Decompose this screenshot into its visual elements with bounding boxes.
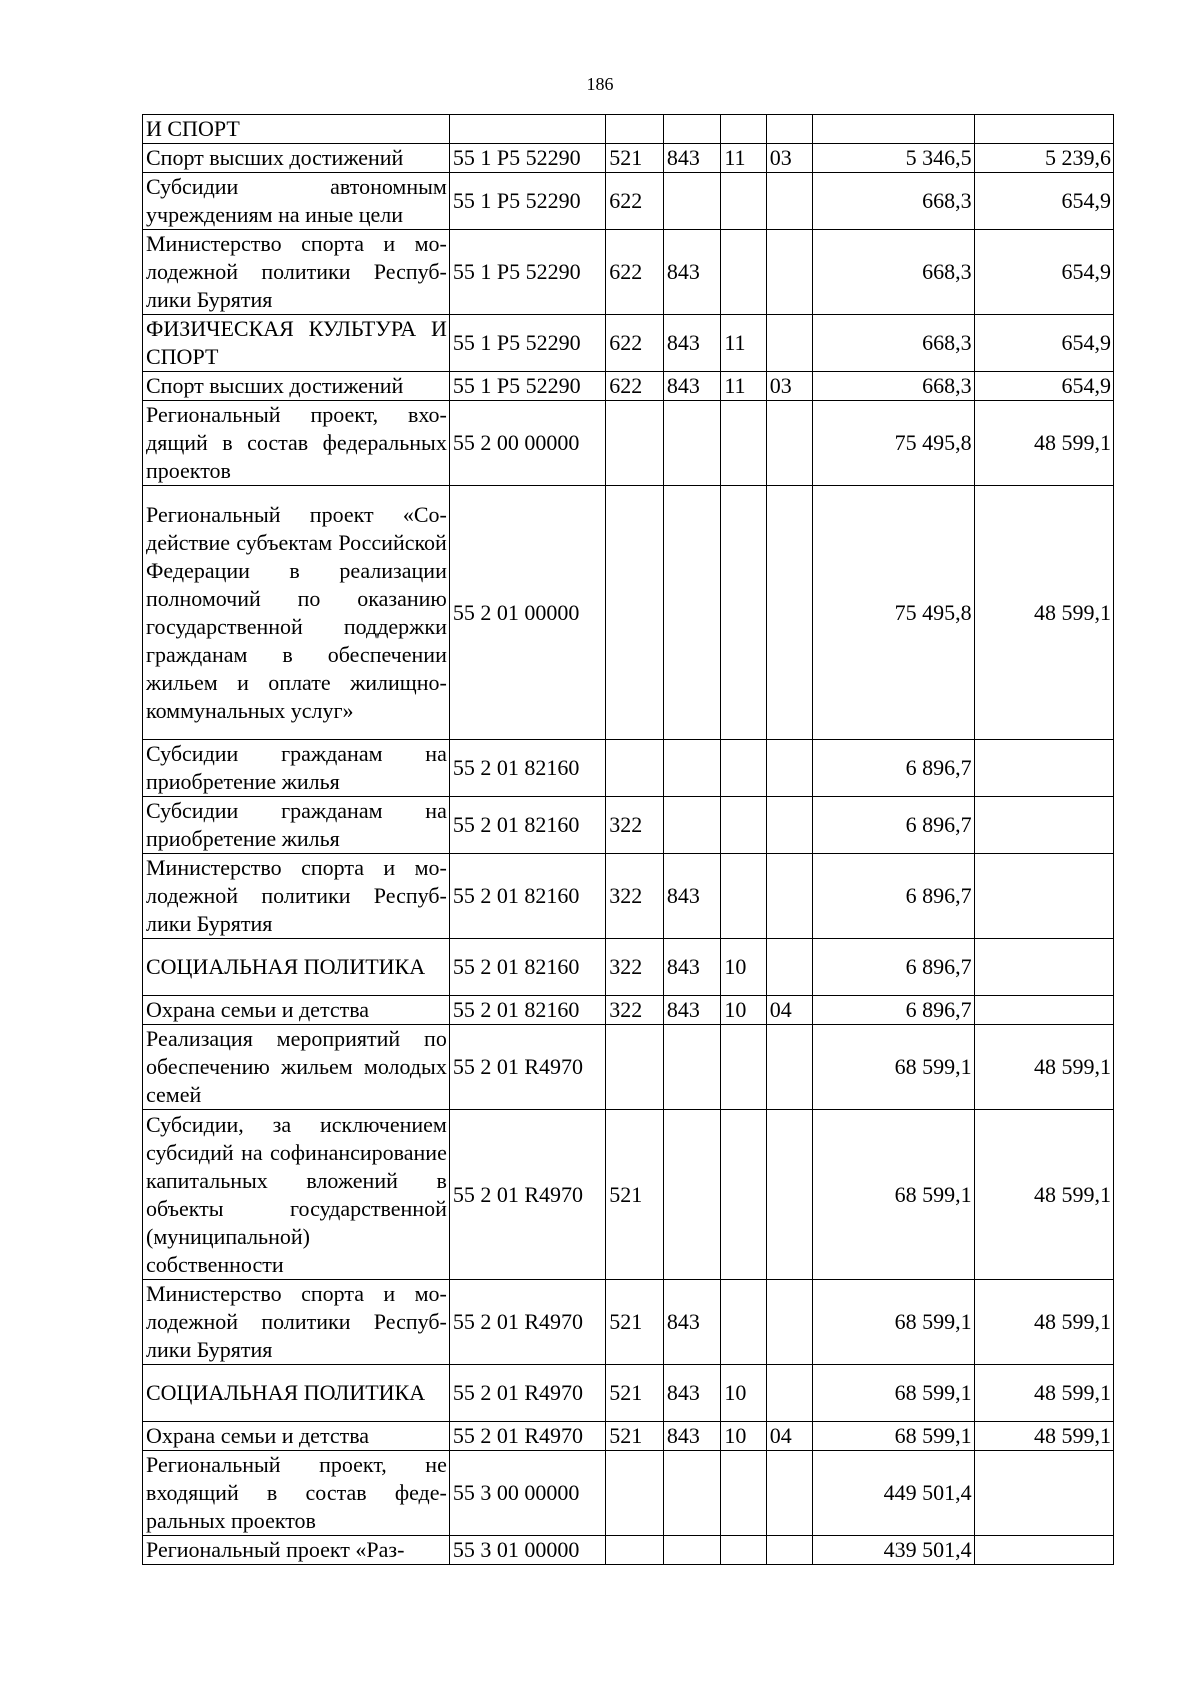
row-administrator-cell xyxy=(663,1536,721,1565)
row-section-cell xyxy=(721,740,766,797)
row-amount-1-cell: 6 896,7 xyxy=(813,939,974,996)
row-amount-2-cell: 654,9 xyxy=(974,173,1113,230)
row-expense-type-cell: 622 xyxy=(606,315,664,372)
row-administrator-cell: 843 xyxy=(663,1280,721,1365)
row-name-cell: Реализация мероприятий по обеспечению жильем молодых семей xyxy=(143,1025,450,1110)
row-expense-type-cell: 521 xyxy=(606,144,664,173)
row-amount-1-cell: 668,3 xyxy=(813,173,974,230)
row-administrator-cell xyxy=(663,797,721,854)
row-amount-1-cell: 439 501,4 xyxy=(813,1536,974,1565)
row-amount-2-cell: 48 599,1 xyxy=(974,1025,1113,1110)
row-section-cell xyxy=(721,797,766,854)
row-subsection-cell xyxy=(766,1451,812,1536)
row-name-cell: СОЦИАЛЬНАЯ ПОЛИТИКА xyxy=(143,1365,450,1422)
row-code-cell: 55 1 Р5 52290 xyxy=(449,173,605,230)
row-subsection-cell: 04 xyxy=(766,996,812,1025)
row-amount-2-cell: 48 599,1 xyxy=(974,401,1113,486)
row-section-cell xyxy=(721,230,766,315)
row-section-cell xyxy=(721,115,766,144)
row-amount-2-cell: 654,9 xyxy=(974,315,1113,372)
row-section-cell: 11 xyxy=(721,144,766,173)
row-amount-1-cell: 68 599,1 xyxy=(813,1280,974,1365)
row-administrator-cell xyxy=(663,1025,721,1110)
table-row xyxy=(143,740,1114,797)
row-subsection-cell xyxy=(766,1365,812,1422)
row-amount-2-cell: 48 599,1 xyxy=(974,1365,1113,1422)
row-administrator-cell: 843 xyxy=(663,372,721,401)
row-name-cell: Охрана семьи и детства xyxy=(143,996,450,1025)
row-code-cell: 55 1 Р5 52290 xyxy=(449,315,605,372)
row-administrator-cell: 843 xyxy=(663,230,721,315)
row-amount-2-cell: 48 599,1 xyxy=(974,486,1113,740)
row-code-cell: 55 2 01 82160 xyxy=(449,939,605,996)
row-code-cell: 55 2 01 R4970 xyxy=(449,1422,605,1451)
table-row xyxy=(143,315,1114,372)
row-subsection-cell xyxy=(766,939,812,996)
row-code-cell: 55 2 01 82160 xyxy=(449,797,605,854)
row-administrator-cell xyxy=(663,173,721,230)
row-code-cell: 55 2 01 R4970 xyxy=(449,1025,605,1110)
table-row xyxy=(143,401,1114,486)
row-amount-1-cell: 5 346,5 xyxy=(813,144,974,173)
row-amount-1-cell: 668,3 xyxy=(813,230,974,315)
row-amount-1-cell: 668,3 xyxy=(813,372,974,401)
row-name-cell: Министерство спорта и молодежной политики Республики Бурятия xyxy=(143,1280,450,1365)
row-section-cell xyxy=(721,486,766,740)
row-amount-1-cell: 68 599,1 xyxy=(813,1422,974,1451)
row-subsection-cell xyxy=(766,173,812,230)
row-amount-2-cell: 48 599,1 xyxy=(974,1280,1113,1365)
row-amount-2-cell xyxy=(974,854,1113,939)
row-expense-type-cell: 521 xyxy=(606,1422,664,1451)
row-expense-type-cell xyxy=(606,740,664,797)
row-subsection-cell xyxy=(766,401,812,486)
row-section-cell xyxy=(721,1536,766,1565)
row-subsection-cell xyxy=(766,230,812,315)
row-subsection-cell xyxy=(766,115,812,144)
row-name-cell: Субсидии, за исключением субсидий на софинансирование капитальных вложений в объекты государственной (муниципальной) собственности xyxy=(143,1110,450,1280)
row-subsection-cell: 04 xyxy=(766,1422,812,1451)
row-amount-1-cell: 6 896,7 xyxy=(813,797,974,854)
row-amount-2-cell xyxy=(974,939,1113,996)
row-name-cell: Субсидии гражданам на приобретение жилья xyxy=(143,797,450,854)
table-body xyxy=(143,115,1114,1565)
row-name-cell: Региональный проект «Содействие субъектам Российской Федерации в реализации полномочий по оказанию государственной поддержки гражданам в обеспечении жильем и оплате жилищно-коммунальных услуг» xyxy=(143,486,450,740)
row-code-cell: 55 2 01 82160 xyxy=(449,996,605,1025)
row-amount-2-cell: 654,9 xyxy=(974,372,1113,401)
table-row xyxy=(143,115,1114,144)
table-row xyxy=(143,144,1114,173)
table-row xyxy=(143,996,1114,1025)
row-section-cell: 10 xyxy=(721,939,766,996)
row-administrator-cell: 843 xyxy=(663,315,721,372)
row-code-cell: 55 2 01 R4970 xyxy=(449,1365,605,1422)
row-expense-type-cell: 622 xyxy=(606,173,664,230)
row-amount-2-cell xyxy=(974,996,1113,1025)
row-expense-type-cell: 521 xyxy=(606,1365,664,1422)
row-amount-2-cell: 5 239,6 xyxy=(974,144,1113,173)
row-section-cell: 11 xyxy=(721,315,766,372)
row-administrator-cell xyxy=(663,1451,721,1536)
row-expense-type-cell: 521 xyxy=(606,1280,664,1365)
row-name-cell: Охрана семьи и детства xyxy=(143,1422,450,1451)
row-expense-type-cell: 322 xyxy=(606,797,664,854)
row-amount-1-cell: 449 501,4 xyxy=(813,1451,974,1536)
row-code-cell: 55 3 00 00000 xyxy=(449,1451,605,1536)
row-name-cell: Субсидии гражданам на приобретение жилья xyxy=(143,740,450,797)
row-section-cell xyxy=(721,1451,766,1536)
row-subsection-cell: 03 xyxy=(766,372,812,401)
row-name-cell: Региональный проект, входящий в состав федеральных проектов xyxy=(143,401,450,486)
row-section-cell xyxy=(721,854,766,939)
row-amount-1-cell: 75 495,8 xyxy=(813,401,974,486)
row-section-cell: 10 xyxy=(721,1422,766,1451)
row-code-cell: 55 2 01 82160 xyxy=(449,854,605,939)
row-expense-type-cell xyxy=(606,1025,664,1110)
table-row xyxy=(143,797,1114,854)
row-name-cell: Региональный проект, не входящий в состав федеральных проектов xyxy=(143,1451,450,1536)
table-row xyxy=(143,939,1114,996)
row-amount-1-cell: 68 599,1 xyxy=(813,1365,974,1422)
table-row xyxy=(143,230,1114,315)
row-name-cell: СОЦИАЛЬНАЯ ПОЛИТИКА xyxy=(143,939,450,996)
row-amount-2-cell: 654,9 xyxy=(974,230,1113,315)
row-code-cell: 55 3 01 00000 xyxy=(449,1536,605,1565)
row-amount-1-cell: 68 599,1 xyxy=(813,1025,974,1110)
row-name-cell: Министерство спорта и молодежной политики Республики Бурятия xyxy=(143,230,450,315)
row-administrator-cell xyxy=(663,115,721,144)
table-row xyxy=(143,1422,1114,1451)
row-section-cell xyxy=(721,173,766,230)
table-row xyxy=(143,854,1114,939)
row-expense-type-cell xyxy=(606,1451,664,1536)
row-expense-type-cell: 322 xyxy=(606,996,664,1025)
row-subsection-cell xyxy=(766,315,812,372)
row-amount-1-cell: 668,3 xyxy=(813,315,974,372)
row-expense-type-cell: 322 xyxy=(606,939,664,996)
row-name-cell: Спорт высших достижений xyxy=(143,372,450,401)
row-expense-type-cell: 622 xyxy=(606,230,664,315)
row-amount-1-cell xyxy=(813,115,974,144)
row-administrator-cell: 843 xyxy=(663,854,721,939)
row-administrator-cell: 843 xyxy=(663,1422,721,1451)
row-amount-2-cell xyxy=(974,1451,1113,1536)
row-name-cell: Региональный проект «Раз- xyxy=(143,1536,450,1565)
row-section-cell: 10 xyxy=(721,996,766,1025)
row-amount-2-cell xyxy=(974,797,1113,854)
row-amount-1-cell: 6 896,7 xyxy=(813,740,974,797)
row-amount-2-cell: 48 599,1 xyxy=(974,1110,1113,1280)
row-amount-1-cell: 6 896,7 xyxy=(813,996,974,1025)
row-code-cell: 55 1 Р5 52290 xyxy=(449,230,605,315)
row-code-cell: 55 2 01 R4970 xyxy=(449,1280,605,1365)
row-subsection-cell: 03 xyxy=(766,144,812,173)
row-code-cell: 55 1 Р5 52290 xyxy=(449,144,605,173)
page-number: 186 xyxy=(586,74,614,94)
row-code-cell: 55 2 00 00000 xyxy=(449,401,605,486)
row-code-cell: 55 2 01 82160 xyxy=(449,740,605,797)
row-expense-type-cell xyxy=(606,401,664,486)
row-subsection-cell xyxy=(766,854,812,939)
row-subsection-cell xyxy=(766,740,812,797)
table-row xyxy=(143,1280,1114,1365)
row-amount-2-cell xyxy=(974,115,1113,144)
table-row xyxy=(143,1451,1114,1536)
row-code-cell xyxy=(449,115,605,144)
row-name-cell: Спорт высших достижений xyxy=(143,144,450,173)
table-row xyxy=(143,1536,1114,1565)
row-name-cell: ФИЗИЧЕСКАЯ КУЛЬТУРА И СПОРТ xyxy=(143,315,450,372)
row-section-cell: 11 xyxy=(721,372,766,401)
row-subsection-cell xyxy=(766,486,812,740)
row-administrator-cell: 843 xyxy=(663,144,721,173)
row-amount-1-cell: 75 495,8 xyxy=(813,486,974,740)
row-amount-1-cell: 68 599,1 xyxy=(813,1110,974,1280)
table-row xyxy=(143,1110,1114,1280)
row-subsection-cell xyxy=(766,797,812,854)
row-subsection-cell xyxy=(766,1025,812,1110)
row-administrator-cell: 843 xyxy=(663,996,721,1025)
row-code-cell: 55 2 01 00000 xyxy=(449,486,605,740)
row-name-cell: Субсидии автономным учреждениям на иные цели xyxy=(143,173,450,230)
row-subsection-cell xyxy=(766,1280,812,1365)
table-row xyxy=(143,372,1114,401)
row-section-cell xyxy=(721,1110,766,1280)
row-expense-type-cell: 622 xyxy=(606,372,664,401)
row-administrator-cell xyxy=(663,1110,721,1280)
row-expense-type-cell: 322 xyxy=(606,854,664,939)
table-row xyxy=(143,173,1114,230)
row-name-cell: И СПОРТ xyxy=(143,115,450,144)
row-administrator-cell xyxy=(663,486,721,740)
row-expense-type-cell: 521 xyxy=(606,1110,664,1280)
row-name-cell: Министерство спорта и молодежной политики Республики Бурятия xyxy=(143,854,450,939)
table-row xyxy=(143,1025,1114,1110)
row-subsection-cell xyxy=(766,1536,812,1565)
row-expense-type-cell xyxy=(606,1536,664,1565)
row-code-cell: 55 2 01 R4970 xyxy=(449,1110,605,1280)
row-amount-2-cell xyxy=(974,740,1113,797)
row-expense-type-cell xyxy=(606,115,664,144)
row-administrator-cell: 843 xyxy=(663,939,721,996)
row-amount-2-cell xyxy=(974,1536,1113,1565)
row-expense-type-cell xyxy=(606,486,664,740)
table-row xyxy=(143,1365,1114,1422)
row-section-cell xyxy=(721,1025,766,1110)
row-section-cell xyxy=(721,1280,766,1365)
budget-table xyxy=(142,114,1114,1565)
row-section-cell: 10 xyxy=(721,1365,766,1422)
row-amount-2-cell: 48 599,1 xyxy=(974,1422,1113,1451)
row-amount-1-cell: 6 896,7 xyxy=(813,854,974,939)
row-subsection-cell xyxy=(766,1110,812,1280)
table-row xyxy=(143,486,1114,740)
row-administrator-cell xyxy=(663,401,721,486)
row-administrator-cell: 843 xyxy=(663,1365,721,1422)
row-code-cell: 55 1 Р5 52290 xyxy=(449,372,605,401)
row-administrator-cell xyxy=(663,740,721,797)
row-section-cell xyxy=(721,401,766,486)
